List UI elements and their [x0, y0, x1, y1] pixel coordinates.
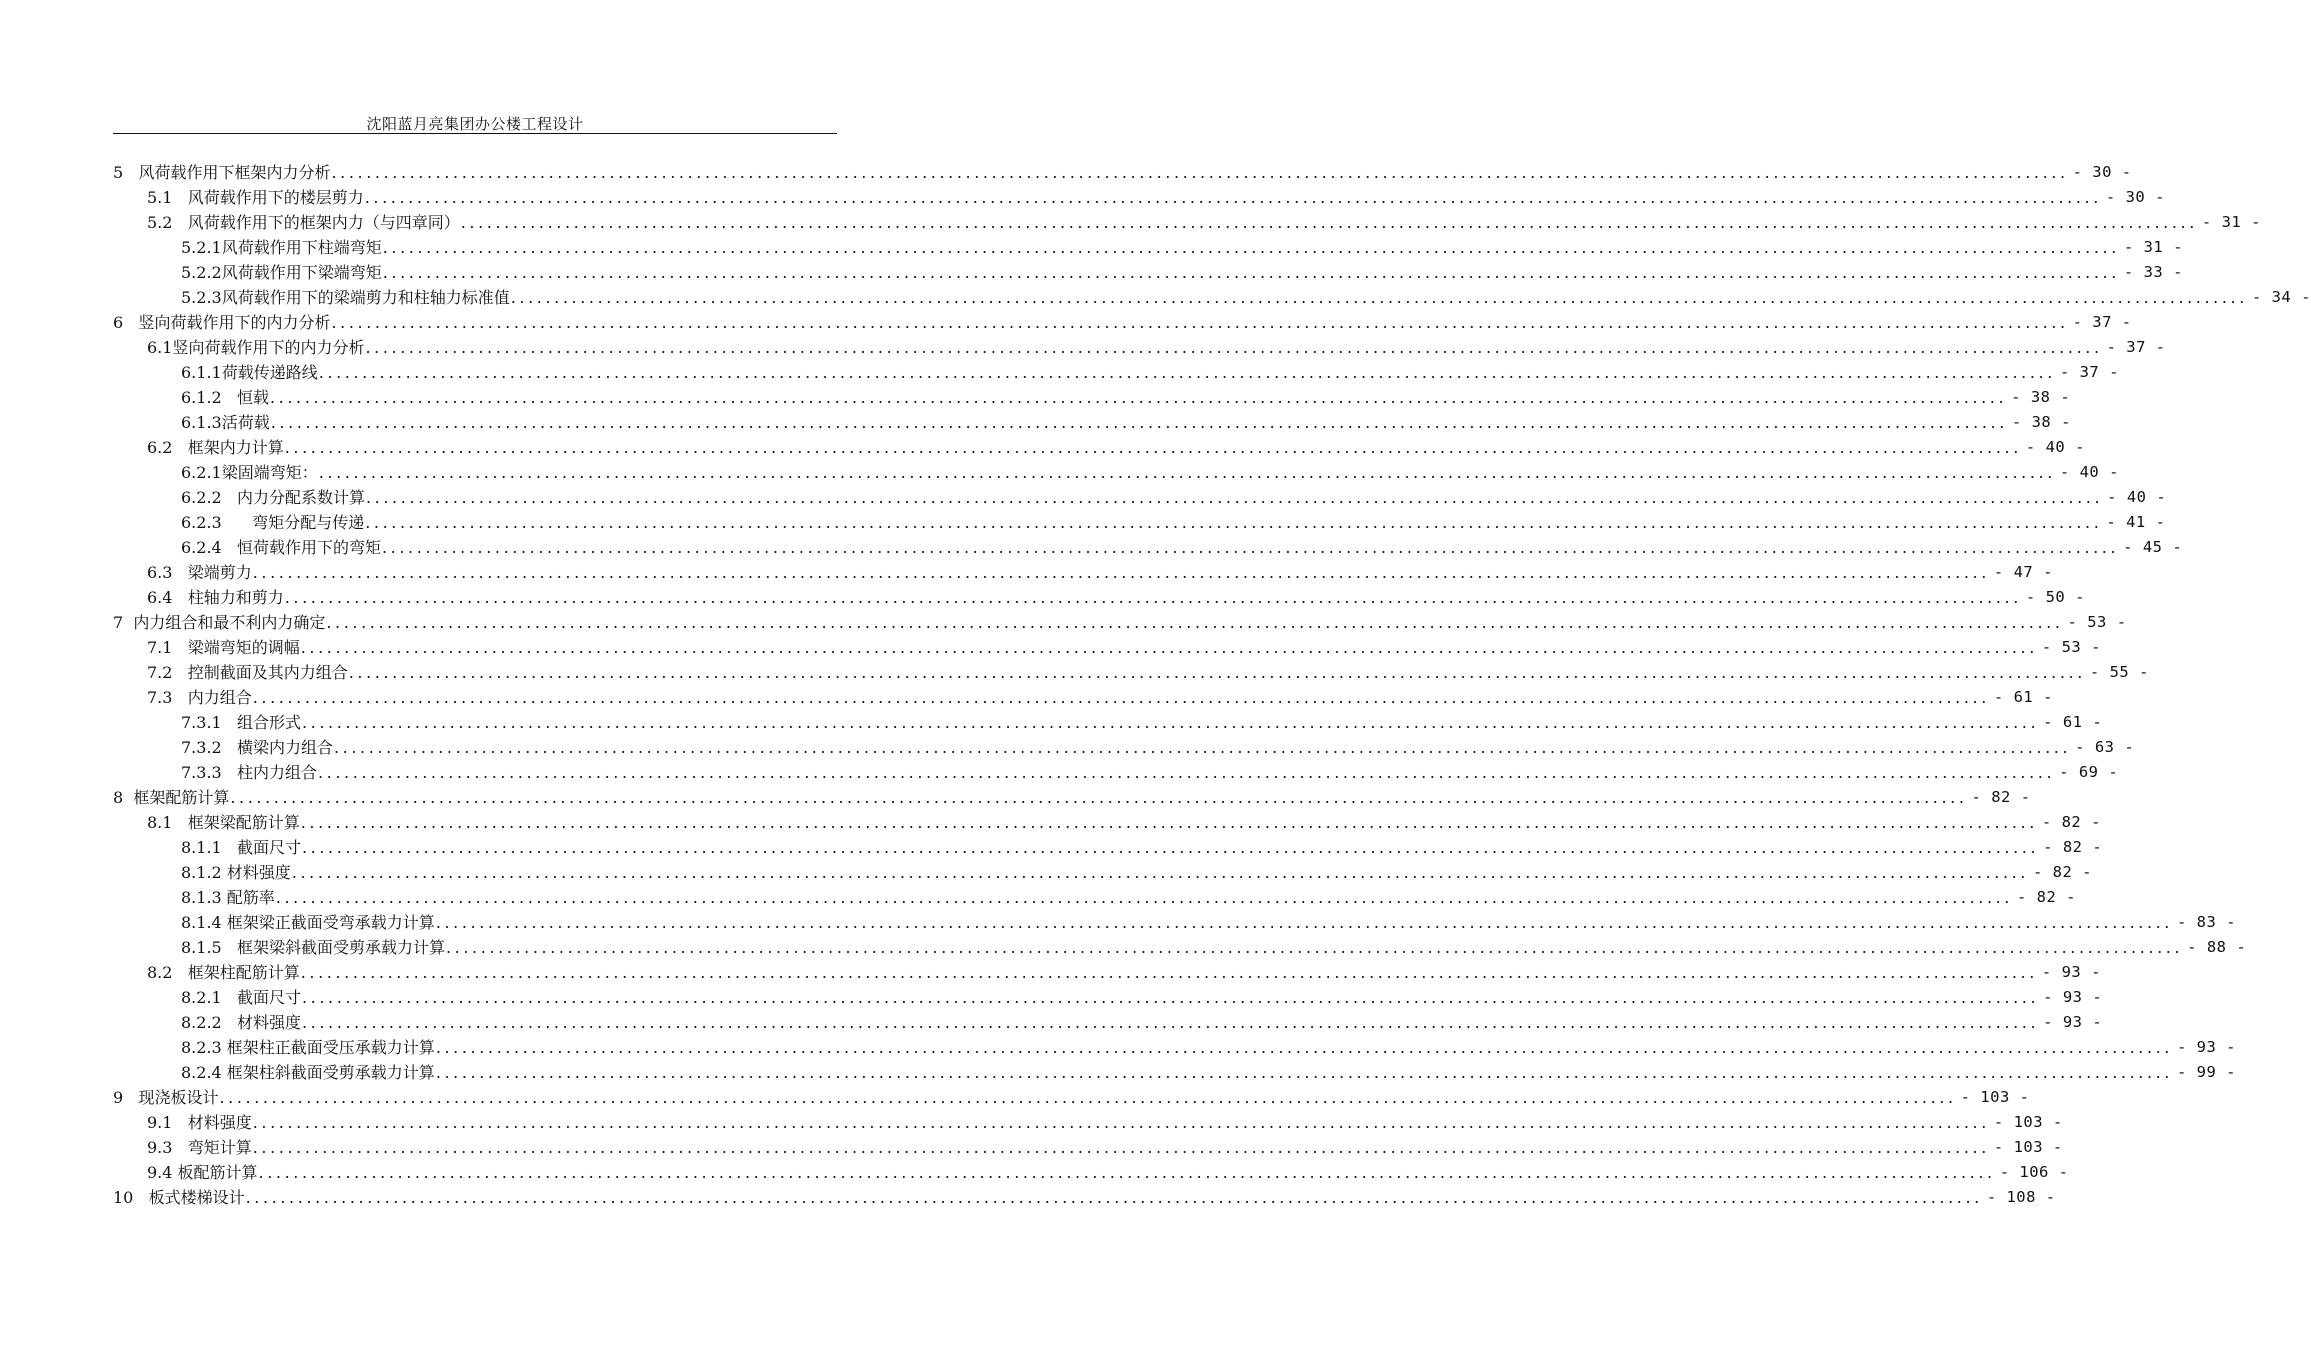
toc-entry[interactable]	[181, 1010, 2103, 1035]
toc-entry-page: - 40 -	[2059, 463, 2119, 481]
toc-dot-leader: ........................................................................................................................................................................................................	[326, 613, 2064, 632]
toc-dot-leader: ........................................................................................................................................................................................................	[269, 388, 2008, 407]
toc-entry-page: - 82 -	[2017, 888, 2076, 906]
toc-entry-title: 6.2.1梁固端弯矩：	[181, 463, 318, 482]
toc-entry-page: - 31 -	[2201, 213, 2261, 231]
toc-dot-leader: ........................................................................................................................................................................................................	[284, 588, 2022, 607]
toc-dot-leader: ........................................................................................................................................................................................................	[301, 713, 2040, 732]
toc-dot-leader: ........................................................................................................................................................................................................	[348, 663, 2086, 682]
toc-entry-title: 10 板式楼梯设计	[113, 1188, 245, 1207]
toc-entry-page: - 33 -	[2123, 263, 2183, 281]
toc-dot-leader: ........................................................................................................................................................................................................	[435, 913, 2173, 932]
toc-entry-page: - 93 -	[2041, 963, 2101, 981]
toc-entry[interactable]	[181, 985, 2103, 1010]
toc-entry-title: 8.1.3 配筋率	[181, 888, 275, 907]
toc-entry-title: 5 风荷载作用下框架内力分析	[113, 163, 331, 182]
toc-entry-page: - 108 -	[1986, 1188, 2056, 1206]
toc-entry-page: - 103 -	[1993, 1138, 2063, 1156]
page-header-title: 沈阳蓝月亮集团办公楼工程设计	[366, 115, 584, 133]
toc-entry-title: 6.2.2 内力分配系数计算	[181, 488, 365, 507]
toc-dot-leader: ........................................................................................................................................................................................................	[318, 463, 2056, 482]
toc-entry[interactable]	[181, 910, 2236, 935]
toc-dot-leader: ........................................................................................................................................................................................................	[301, 988, 2040, 1007]
toc-entry-title: 6.2.4 恒荷载作用下的弯矩	[181, 538, 381, 557]
toc-entry[interactable]	[147, 1135, 2063, 1160]
toc-entry-title: 7.3 内力组合	[147, 688, 252, 707]
toc-entry-page: - 41 -	[2106, 513, 2166, 531]
toc-entry[interactable]	[147, 1160, 2069, 1185]
toc-entry[interactable]	[181, 860, 2092, 885]
toc-entry-title: 8.1.2 材料强度	[181, 863, 291, 882]
toc-entry-title: 5.2.2风荷载作用下梁端弯矩	[181, 263, 382, 282]
toc-entry-title: 9.3 弯矩计算	[147, 1138, 252, 1157]
toc-entry[interactable]	[181, 835, 2103, 860]
toc-dot-leader: ........................................................................................................................................................................................................	[252, 563, 1990, 582]
toc-entry-title: 6.1.3活荷载	[181, 413, 270, 432]
toc-entry-page: - 55 -	[2089, 663, 2149, 681]
toc-entry[interactable]	[181, 935, 2247, 960]
toc-entry-title: 5.2.3风荷载作用下的梁端剪力和柱轴力标准值	[181, 288, 510, 307]
toc-entry-page: - 83 -	[2177, 913, 2236, 931]
toc-entry-title: 6.2.3 弯矩分配与传递	[181, 513, 365, 532]
toc-entry-title: 8.2.3 框架柱正截面受压承载力计算	[181, 1038, 435, 1057]
toc-entry-page: - 53 -	[2041, 638, 2101, 656]
toc-entry-page: - 40 -	[2107, 488, 2167, 506]
toc-entry-title: 6.2 框架内力计算	[147, 438, 284, 457]
toc-entry-page: - 37 -	[2059, 363, 2119, 381]
toc-entry-page: - 61 -	[1993, 688, 2053, 706]
toc-entry-title: 5.1 风荷载作用下的楼层剪力	[147, 188, 364, 207]
toc-entry[interactable]	[147, 635, 2101, 660]
toc-dot-leader: ........................................................................................................................................................................................................	[252, 688, 1990, 707]
toc-entry[interactable]	[147, 560, 2053, 585]
toc-entry[interactable]	[113, 160, 2132, 185]
toc-entry-title: 7.1 梁端弯矩的调幅	[147, 638, 300, 657]
toc-entry-title: 7.3.3 柱内力组合	[181, 763, 317, 782]
toc-entry[interactable]	[181, 385, 2071, 410]
toc-entry-page: - 53 -	[2067, 613, 2127, 631]
toc-dot-leader: ........................................................................................................................................................................................................	[365, 338, 2103, 357]
toc-entry-page: - 38 -	[2011, 388, 2071, 406]
toc-entry[interactable]	[181, 285, 2311, 310]
toc-entry-title: 6 竖向荷载作用下的内力分析	[113, 313, 331, 332]
toc-dot-leader: ........................................................................................................................................................................................................	[275, 888, 2013, 907]
toc-dot-leader: ........................................................................................................................................................................................................	[435, 1038, 2173, 1057]
toc-entry-page: - 40 -	[2025, 438, 2085, 456]
toc-entry-page: - 45 -	[2123, 538, 2183, 556]
toc-dot-leader: ........................................................................................................................................................................................................	[219, 1088, 1957, 1107]
toc-entry-title: 6.1.2 恒载	[181, 388, 269, 407]
toc-entry[interactable]	[181, 360, 2119, 385]
toc-dot-leader: ........................................................................................................................................................................................................	[381, 538, 2120, 557]
toc-dot-leader: ........................................................................................................................................................................................................	[364, 188, 2102, 207]
toc-entry-page: - 31 -	[2123, 238, 2183, 256]
toc-entry[interactable]	[147, 185, 2165, 210]
toc-entry[interactable]	[113, 1085, 2030, 1110]
toc-entry-title: 7 内力组合和最不利内力确定	[113, 613, 326, 632]
toc-entry-title: 6.1竖向荷载作用下的内力分析	[147, 338, 365, 357]
toc-entry[interactable]	[181, 460, 2119, 485]
toc-dot-leader: ........................................................................................................................................................................................................	[252, 1113, 1990, 1132]
toc-entry-title: 7.2 控制截面及其内力组合	[147, 663, 348, 682]
toc-dot-leader: ........................................................................................................................................................................................................	[435, 1063, 2173, 1082]
toc-entry-page: - 37 -	[2106, 338, 2166, 356]
toc-dot-leader: ........................................................................................................................................................................................................	[301, 1013, 2040, 1032]
toc-entry[interactable]	[113, 1185, 2056, 1210]
toc-entry[interactable]	[147, 585, 2085, 610]
toc-entry-page: - 63 -	[2075, 738, 2135, 756]
toc-entry[interactable]	[181, 260, 2183, 285]
toc-entry-page: - 47 -	[1993, 563, 2053, 581]
toc-entry-title: 8.2.4 框架柱斜截面受剪承载力计算	[181, 1063, 435, 1082]
toc-entry-page: - 106 -	[1999, 1163, 2069, 1181]
toc-entry-title: 8 框架配筋计算	[113, 788, 230, 807]
toc-entry[interactable]	[147, 435, 2085, 460]
toc-entry-title: 9 现浇板设计	[113, 1088, 219, 1107]
toc-entry[interactable]	[181, 235, 2183, 260]
toc-dot-leader: ........................................................................................................................................................................................................	[245, 1188, 1983, 1207]
toc-entry[interactable]	[181, 485, 2167, 510]
toc-entry[interactable]	[181, 535, 2183, 560]
toc-entry[interactable]	[147, 335, 2166, 360]
toc-entry[interactable]	[113, 785, 2031, 810]
toc-entry-title: 6.4 柱轴力和剪力	[147, 588, 284, 607]
toc-dot-leader: ........................................................................................................................................................................................................	[300, 638, 2038, 657]
toc-entry-page: - 103 -	[1993, 1113, 2063, 1131]
toc-entry-title: 8.2 框架柱配筋计算	[147, 963, 300, 982]
toc-entry-title: 8.1.5 框架梁斜截面受剪承载力计算	[181, 938, 445, 957]
toc-entry-page: - 82 -	[1971, 788, 2031, 806]
toc-entry[interactable]	[147, 1110, 2063, 1135]
toc-entry-title: 8.1.1 截面尺寸	[181, 838, 301, 857]
toc-dot-leader: ........................................................................................................................................................................................................	[317, 763, 2056, 782]
toc-entry[interactable]	[181, 1060, 2236, 1085]
toc-entry[interactable]	[147, 685, 2053, 710]
toc-entry[interactable]	[147, 960, 2101, 985]
toc-entry[interactable]	[181, 735, 2135, 760]
toc-dot-leader: ........................................................................................................................................................................................................	[382, 263, 2120, 282]
toc-dot-leader: ........................................................................................................................................................................................................	[300, 963, 2038, 982]
toc-entry-page: - 99 -	[2177, 1063, 2236, 1081]
toc-entry-title: 9.1 材料强度	[147, 1113, 252, 1132]
toc-entry-page: - 93 -	[2043, 1013, 2103, 1031]
toc-entry-title: 9.4 板配筋计算	[147, 1163, 258, 1182]
toc-dot-leader: ........................................................................................................................................................................................................	[365, 488, 2104, 507]
toc-dot-leader: ........................................................................................................................................................................................................	[300, 813, 2038, 832]
toc-entry[interactable]	[181, 885, 2076, 910]
toc-entry-title: 8.1.4 框架梁正截面受弯承载力计算	[181, 913, 435, 932]
toc-entry-page: - 82 -	[2043, 838, 2103, 856]
toc-dot-leader: ........................................................................................................................................................................................................	[291, 863, 2029, 882]
toc-entry[interactable]	[113, 610, 2127, 635]
toc-entry[interactable]	[181, 1035, 2236, 1060]
header-rule	[113, 133, 837, 134]
toc-entry[interactable]	[181, 710, 2103, 735]
toc-dot-leader: ........................................................................................................................................................................................................	[331, 313, 2069, 332]
toc-dot-leader: ........................................................................................................................................................................................................	[270, 413, 2008, 432]
toc-dot-leader: ........................................................................................................................................................................................................	[460, 213, 2198, 232]
toc-entry[interactable]	[113, 310, 2132, 335]
toc-dot-leader: ........................................................................................................................................................................................................	[333, 738, 2072, 757]
toc-entry-page: - 34 -	[2251, 288, 2311, 306]
toc-dot-leader: ........................................................................................................................................................................................................	[284, 438, 2022, 457]
toc-entry[interactable]	[181, 510, 2166, 535]
toc-dot-leader: ........................................................................................................................................................................................................	[252, 1138, 1990, 1157]
toc-entry[interactable]	[147, 810, 2101, 835]
toc-entry-title: 5.2 风荷载作用下的框架内力（与四章同）	[147, 213, 460, 232]
toc-dot-leader: ........................................................................................................................................................................................................	[318, 363, 2056, 382]
toc-entry-title: 6.3 梁端剪力	[147, 563, 252, 582]
toc-entry-page: - 50 -	[2025, 588, 2085, 606]
toc-entry-page: - 93 -	[2043, 988, 2103, 1006]
toc-entry-title: 8.1 框架梁配筋计算	[147, 813, 300, 832]
toc-entry-page: - 37 -	[2072, 313, 2132, 331]
toc-dot-leader: ........................................................................................................................................................................................................	[230, 788, 1968, 807]
toc-entry-title: 8.2.1 截面尺寸	[181, 988, 301, 1007]
toc-dot-leader: ........................................................................................................................................................................................................	[510, 288, 2248, 307]
toc-entry[interactable]	[181, 760, 2119, 785]
toc-entry-title: 7.3.1 组合形式	[181, 713, 301, 732]
toc-entry-title: 8.2.2 材料强度	[181, 1013, 301, 1032]
toc-entry-page: - 93 -	[2177, 1038, 2236, 1056]
toc-dot-leader: ........................................................................................................................................................................................................	[382, 238, 2120, 257]
toc-entry[interactable]	[147, 210, 2261, 235]
toc-entry[interactable]	[181, 410, 2071, 435]
toc-dot-leader: ........................................................................................................................................................................................................	[365, 513, 2103, 532]
toc-dot-leader: ........................................................................................................................................................................................................	[331, 163, 2069, 182]
toc-dot-leader: ........................................................................................................................................................................................................	[258, 1163, 1996, 1182]
toc-entry[interactable]	[147, 660, 2149, 685]
toc-entry-page: - 82 -	[2041, 813, 2101, 831]
toc-entry-title: 7.3.2 横梁内力组合	[181, 738, 333, 757]
toc-entry-page: - 69 -	[2059, 763, 2119, 781]
toc-entry-title: 6.1.1荷载传递路线	[181, 363, 318, 382]
toc-entry-page: - 82 -	[2033, 863, 2092, 881]
toc-dot-leader: ........................................................................................................................................................................................................	[445, 938, 2184, 957]
toc-entry-page: - 30 -	[2105, 188, 2165, 206]
toc-entry-page: - 38 -	[2011, 413, 2071, 431]
toc-entry-page: - 30 -	[2072, 163, 2132, 181]
toc-dot-leader: ........................................................................................................................................................................................................	[301, 838, 2040, 857]
toc-entry-title: 5.2.1风荷载作用下柱端弯矩	[181, 238, 382, 257]
toc-entry-page: - 88 -	[2187, 938, 2247, 956]
toc-entry-page: - 103 -	[1960, 1088, 2030, 1106]
toc-entry-page: - 61 -	[2043, 713, 2103, 731]
